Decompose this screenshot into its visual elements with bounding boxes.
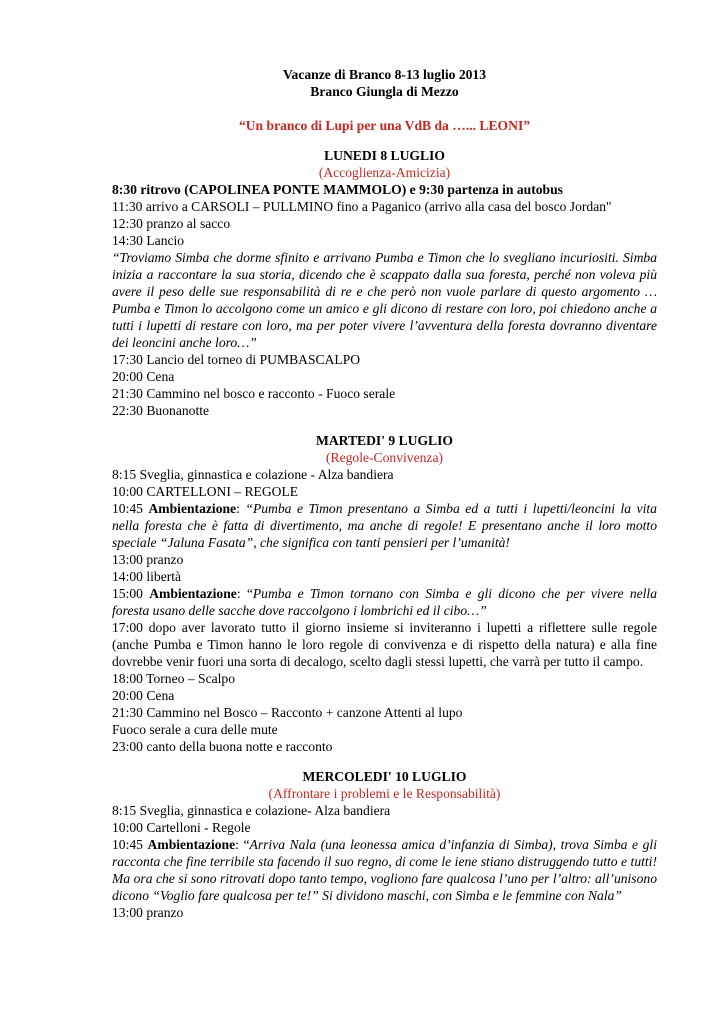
day2-schedule-line: 21:30 Cammino nel Bosco – Racconto + canzone Attenti al lupo xyxy=(112,705,463,720)
day1-schedule-line: 11:30 arrivo a CARSOLI – PULLMINO fino a Paganico (arrivo alla casa del bosco Jordan" xyxy=(112,199,612,214)
day3-schedule-line: 8:15 Sveglia, ginnastica e colazione- Alza bandiera xyxy=(112,803,391,818)
day1-story: “Troviamo Simba che dorme sfinito e arrivano Pumba e Timon che lo svegliano incuriositi. Simba inizia a raccontare la sua storia, dicendo che è scappato dalla sua foresta, perché non voleva più avere il peso delle sue responsabilità di re e che però non vuole parlare di questo argomento … Pumba e Timon lo accolgono come un amico e gli dicono di restare con loro, poi chiedono anche a tutti i lupetti di restare con loro, ma per poter vivere l’avventura della foresta dovranno diventare dei leoncini anche loro…” xyxy=(112,250,657,350)
day2-theme: (Regole-Convivenza) xyxy=(325,450,443,465)
day1-schedule-line: 22:30 Buonanotte xyxy=(112,403,210,418)
document-motto: “Un branco di Lupi per una VdB da …... LEONI” xyxy=(238,118,531,133)
day2-schedule-line: 8:15 Sveglia, ginnastica e colazione - Alza bandiera xyxy=(112,467,394,482)
document-page xyxy=(112,66,657,921)
day1-schedule-line: 14:30 Lancio xyxy=(112,233,185,248)
day3-title: MERCOLEDI' 10 LUGLIO xyxy=(302,769,467,784)
ambientazione-separator: : “ xyxy=(236,586,253,601)
day3-schedule-line: 10:00 Cartelloni - Regole xyxy=(112,820,251,835)
day2-schedule-line: Fuoco serale a cura delle mute xyxy=(112,722,278,737)
day2-title: MARTEDI' 9 LUGLIO xyxy=(316,433,453,448)
ambientazione-label: Ambientazione xyxy=(149,586,237,601)
ambientazione-text: “Pumba e Timon presentano a Simba ed a tutti i lupetti/leoncini la vita nella foresta che è fatta di divertimento, ma anche di regole! E presentano anche il loro motto speciale “Jaluna Fasata”, che significa con tanti pensieri per l’umanità! xyxy=(112,501,657,550)
day2-schedule-line: 13:00 pranzo xyxy=(112,552,184,567)
day2-schedule-line: 14:00 libertà xyxy=(112,569,182,584)
ambientazione-time: 15:00 xyxy=(112,586,150,601)
ambientazione-time: 10:45 xyxy=(112,837,148,852)
day1-schedule-line: 12:30 pranzo al sacco xyxy=(112,216,231,231)
day3-ambientazione-1 xyxy=(112,836,657,904)
day1-schedule-line: 8:30 ritrovo (CAPOLINEA PONTE MAMMOLO) e 9:30 partenza in autobus xyxy=(112,182,563,197)
day2-schedule-line: 10:00 CARTELLONI – REGOLE xyxy=(112,484,299,499)
document-group-name: Branco Giungla di Mezzo xyxy=(310,84,459,99)
day2-schedule-line: 20:00 Cena xyxy=(112,688,175,703)
day2-ambientazione-1 xyxy=(112,500,657,551)
day1-theme: (Accoglienza-Amicizia) xyxy=(318,165,451,180)
ambientazione-text: Arriva Nala (una leonessa amica d’infanzia di Simba), trova Simba e gli racconta che fine terribile sta facendo il suo regno, di come le iene stiano distruggendo tutto e tutti! Ma ora che si sono ritrovati dopo tanto tempo, vogliono fare qualcosa l’uno per l’altro: all’unisono dicono “Voglio fare qualcosa per te!” Si dividono maschi, con Simba e le femmine con Nala” xyxy=(112,837,657,903)
document-title: Vacanze di Branco 8-13 luglio 2013 xyxy=(282,67,487,82)
day2-schedule-line: 23:00 canto della buona notte e racconto xyxy=(112,739,333,754)
day2-paragraph: 17:00 dopo aver lavorato tutto il giorno insieme si inviteranno i lupetti a riflettere sulle regole (anche Pumba e Timon hanno le loro regole di convivenza e di rispetto della natura) e alla fine dovrebbe venir fuori una sorta di decalogo, scelto dagli stessi lupetti, che varrà per tutto il campo. xyxy=(112,620,657,669)
ambientazione-separator: : xyxy=(236,501,246,516)
ambientazione-time: 10:45 xyxy=(112,501,149,516)
ambientazione-label: Ambientazione xyxy=(147,837,236,852)
day2-ambientazione-2 xyxy=(112,585,657,619)
day1-schedule-line: 17:30 Lancio del torneo di PUMBASCALPO xyxy=(112,352,361,367)
ambientazione-separator: : “ xyxy=(235,837,250,852)
day1-title: LUNEDI 8 LUGLIO xyxy=(324,148,445,163)
ambientazione-text: Pumba e Timon tornano con Simba e gli dicono che per vivere nella foresta usano delle sacche dove raccolgono i lombrichi ed il cibo…” xyxy=(112,586,658,618)
day3-theme: (Affrontare i problemi e le Responsabilità) xyxy=(268,786,501,801)
day2-schedule-line: 18:00 Torneo – Scalpo xyxy=(112,671,236,686)
day3-schedule-line: 13:00 pranzo xyxy=(112,905,184,920)
day1-schedule-line: 21:30 Cammino nel bosco e racconto - Fuoco serale xyxy=(112,386,396,401)
ambientazione-label: Ambientazione xyxy=(148,501,237,516)
day1-schedule-line: 20:00 Cena xyxy=(112,369,175,384)
